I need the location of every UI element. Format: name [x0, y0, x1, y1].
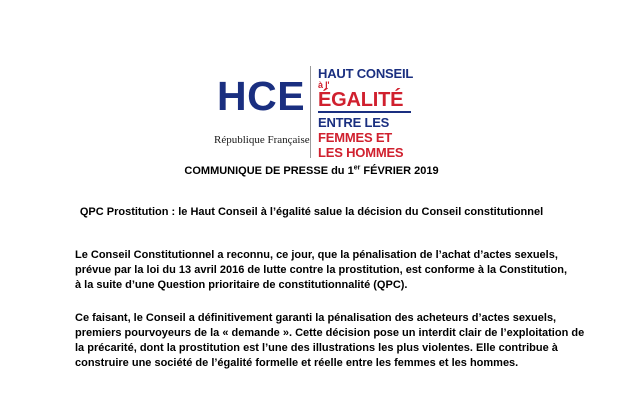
paragraph-2-line: construire une société de l’égalité formelle et réelle entre les femmes et les hommes.: [75, 357, 519, 369]
council-line-3: ÉGALITÉ: [318, 89, 404, 111]
press-release-subject: QPC Prostitution : le Haut Conseil à l’égalité salue la décision du Conseil constitutionnel: [79, 206, 544, 218]
council-line-5: FEMMES ET: [318, 130, 393, 145]
paragraph-1-line: à la suite d’une Question prioritaire de constitutionnalité (QPC).: [75, 279, 408, 291]
paragraph-2-line: la précarité, dont la prostitution est l’une des illustrations les plus violentes. Elle contribue à: [75, 342, 558, 354]
council-line-1: HAUT CONSEIL: [318, 66, 414, 81]
hce-logo-acronym: HCE: [217, 73, 306, 119]
paragraph-2-line: Ce faisant, le Conseil a définitivement garanti la pénalisation des acheteurs d’actes sexuels,: [75, 312, 557, 324]
council-line-2: à l': [318, 80, 330, 90]
council-line-6: LES HOMMES: [318, 145, 404, 160]
heading-superscript: er: [353, 164, 361, 172]
heading-prefix: COMMUNIQUE DE PRESSE du 1: [184, 165, 354, 177]
paragraph-2: [75, 311, 585, 371]
council-rule: [318, 111, 411, 113]
paragraph-1-line: Le Conseil Constitutionnel a reconnu, ce jour, que la pénalisation de l’achat d’actes sexuels,: [75, 249, 558, 261]
heading-suffix: FÉVRIER 2019: [360, 165, 439, 177]
press-release-heading: [0, 164, 623, 178]
paragraph-1: [75, 248, 568, 293]
council-line-4: ENTRE LES: [318, 115, 390, 130]
haut-conseil-logo: [318, 66, 414, 160]
republique-francaise-label: République Française: [214, 134, 310, 146]
logo-divider: [310, 66, 311, 158]
paragraph-1-line: prévue par la loi du 13 avril 2016 de lutte contre la prostitution, est conforme à la Constitution,: [75, 264, 568, 276]
paragraph-2-line: premiers pourvoyeurs de la « demande ». Cette décision pose un interdit clair de l’exploitation de: [75, 327, 585, 339]
